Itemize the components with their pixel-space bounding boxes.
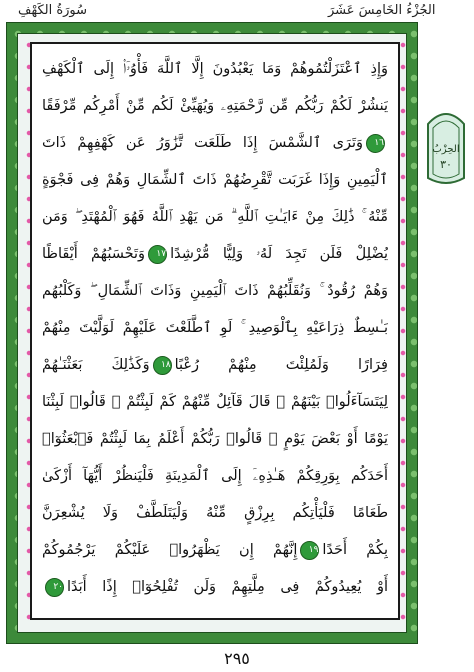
verse-text: وَتَحْسَبُهُمْ أَيْقَاظًا <box>42 246 146 262</box>
juz-heading: الجُزْءُ الخَامِسَ عَشَرَ <box>328 3 436 18</box>
page-number: ٢٩٥ <box>224 649 250 668</box>
verse-line <box>42 89 388 124</box>
verse-line <box>42 237 388 272</box>
verse-text: يَوْمًا أَوْ بَعْضَ يَوْمٍ ۚ قَالُوا۟ رَبُّكُمْ أَعْلَمُ بِمَا لَبِثْتُمْ فَٱبْعَثُوٓا۟ <box>42 431 388 447</box>
hizb-tab <box>424 104 468 188</box>
verse-line <box>42 200 388 235</box>
verse-text: وَتَرَى ٱلشَّمْسَ إِذَا طَلَعَت تَّزَٰوَرُ عَن كَهْفِهِمْ ذَاتَ <box>42 135 363 151</box>
verse-lines <box>42 52 388 610</box>
verse-text: لِيَتَسَآءَلُوا۟ بَيْنَهُمْ ۚ قَالَ قَآئِلٌ مِّنْهُمْ كَمْ لَبِثْتُمْ ۖ قَالُوا۟ لَبِثْنَا <box>42 394 388 410</box>
verse-line <box>42 570 388 605</box>
verse-text: بِكُمْ أَحَدًا <box>322 542 388 558</box>
verse-text: فِرَارًا وَلَمُلِئْتَ مِنْهُمْ رُعْبًا <box>174 357 388 373</box>
hizb-number: ٣٠ <box>440 158 452 171</box>
verse-line <box>42 311 388 346</box>
verse-line <box>42 274 388 309</box>
verse-text: وَهُمْ رُقُودٌ ۚ وَنُقَلِّبُهُمْ ذَاتَ ٱلْيَمِينِ وَذَاتَ ٱلشِّمَالِ ۖ وَكَلْبُهُم <box>42 283 388 299</box>
ayah-marker: ١٦ <box>366 134 385 153</box>
verse-text: بَـٰسِطٌ ذِرَاعَيْهِ بِٱلْوَصِيدِ ۚ لَوِ ٱطَّلَعْتَ عَلَيْهِمْ لَوَلَّيْتَ مِنْهُمْ <box>42 320 388 336</box>
verse-line <box>42 459 388 494</box>
text-page <box>30 42 400 620</box>
verse-text: وَكَذَٰلِكَ بَعَثْنَـٰهُمْ <box>42 357 150 373</box>
verse-line <box>42 496 388 531</box>
verse-line <box>42 422 388 457</box>
ayah-marker: ١٩ <box>300 541 319 560</box>
ayah-marker: ١٨ <box>153 356 172 375</box>
verse-line <box>42 52 388 87</box>
hizb-label: الحِزْبُ <box>432 144 460 155</box>
verse-line <box>42 126 388 161</box>
verse-text: وَإِذِ ٱعْتَزَلْتُمُوهُمْ وَمَا يَعْبُدُونَ إِلَّا ٱللَّهَ فَأْوُۥٓا۟ إِلَى ٱلْكَهْفِ <box>42 61 388 77</box>
verse-text: يُضْلِلْ فَلَن تَجِدَ لَهُۥ وَلِيًّا مُّرْشِدًا <box>170 246 388 262</box>
verse-text: طَعَامًا فَلْيَأْتِكُم بِرِزْقٍ مِّنْهُ وَلْيَتَلَطَّفْ وَلَا يُشْعِرَنَّ <box>42 505 388 521</box>
verse-line <box>42 163 388 198</box>
verse-line <box>42 533 388 568</box>
surah-name: سُورَةُ الكَهْفِ <box>18 3 88 18</box>
ayah-marker: ٢٠ <box>45 578 64 597</box>
verse-text: ٱلْيَمِينِ وَإِذَا غَرَبَت تَّقْرِضُهُمْ ذَاتَ ٱلشِّمَالِ وَهُمْ فِى فَجْوَةٍ <box>42 172 388 188</box>
verse-line <box>42 348 388 383</box>
verse-text: أَحَدَكُم بِوَرِقِكُمْ هَـٰذِهِۦٓ إِلَى ٱلْمَدِينَةِ فَلْيَنظُرْ أَيُّهَآ أَزْكَىٰ <box>42 468 388 484</box>
verse-line <box>42 385 388 420</box>
verse-text: أَوْ يُعِيدُوكُمْ فِى مِلَّتِهِمْ وَلَن تُفْلِحُوٓا۟ إِذًا أَبَدًا <box>67 579 388 595</box>
verse-text: مِّنْهُ ۚ ذَٰلِكَ مِنْ ءَايَـٰتِ ٱللَّهِ ۗ مَن يَهْدِ ٱللَّهُ فَهُوَ ٱلْمُهْتَدِ ۖ وَمَن <box>42 209 388 225</box>
verse-text: إِنَّهُمْ إِن يَظْهَرُوا۟ عَلَيْكُمْ يَرْجُمُوكُمْ <box>42 542 298 558</box>
verse-text: يَنشُرْ لَكُمْ رَبُّكُم مِّن رَّحْمَتِهِۦ وَيُهَيِّئْ لَكُم مِّنْ أَمْرِكُم مِّرْفَقًا <box>42 98 388 114</box>
ayah-marker: ١٧ <box>148 245 167 264</box>
